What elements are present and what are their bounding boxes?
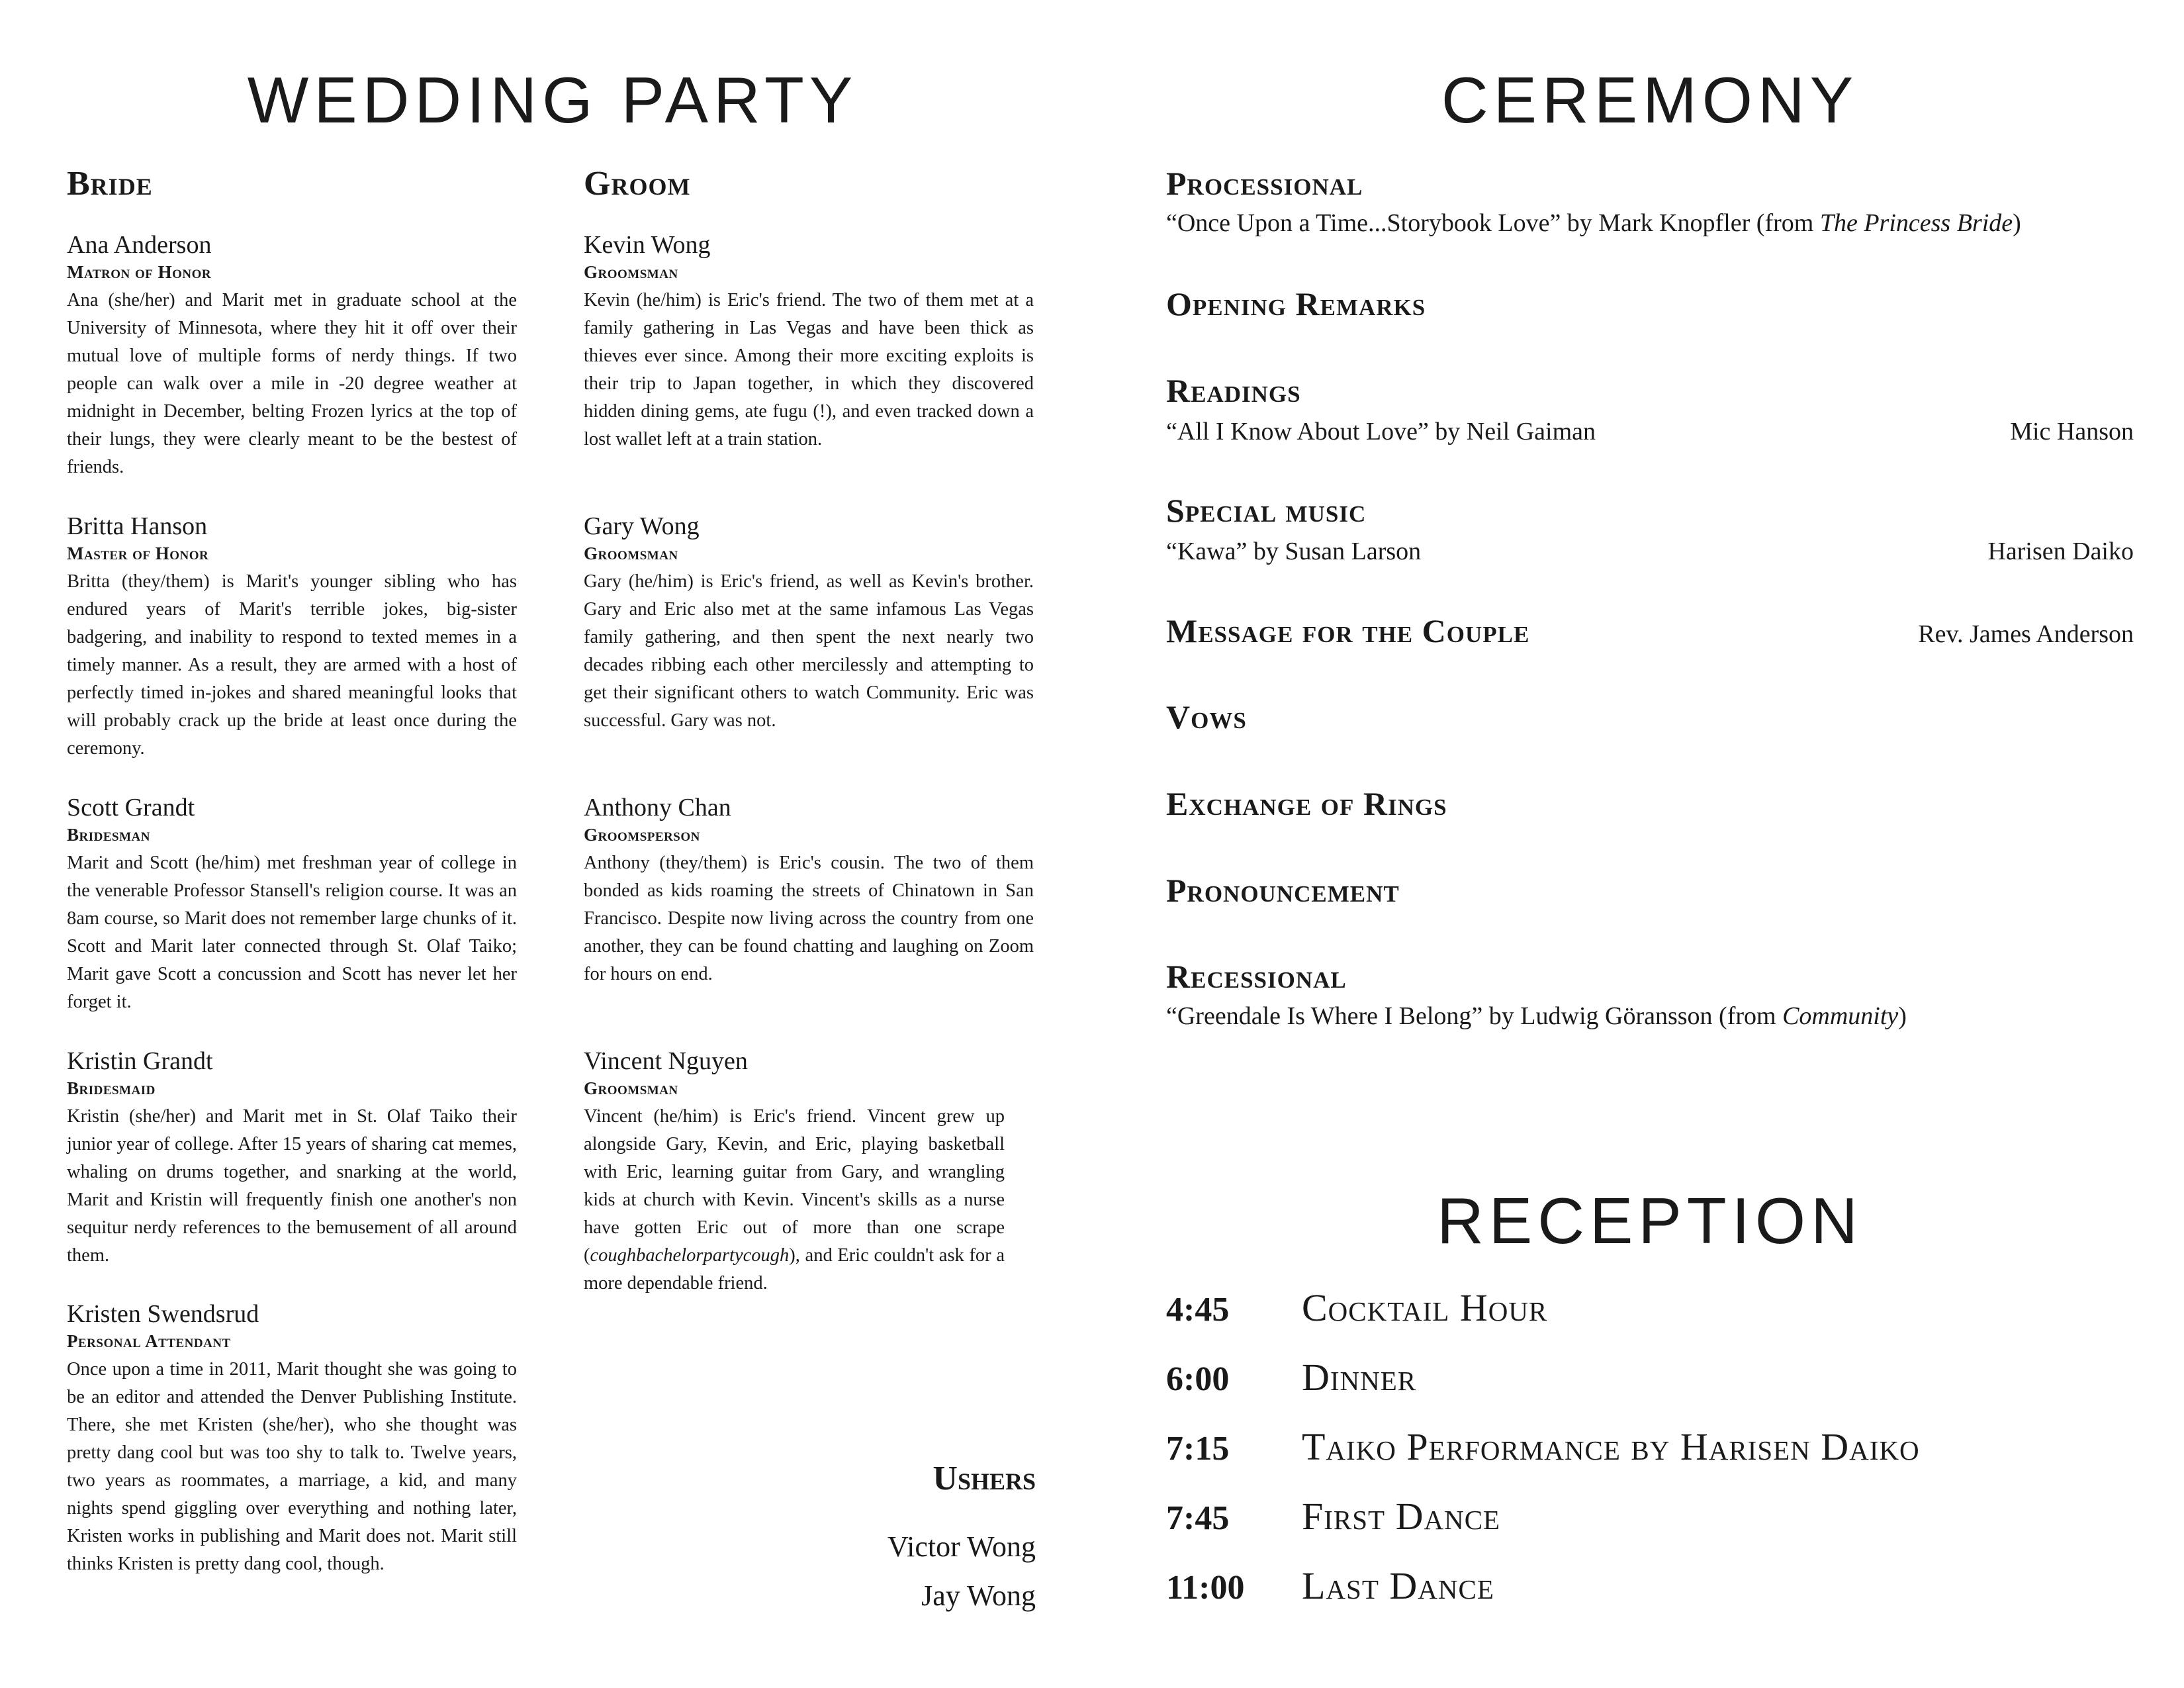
reception-item xyxy=(1166,1355,1416,1408)
reception-event: Taiko Performance by Harisen Daiko xyxy=(1302,1425,1920,1468)
performer-name: Harisen Daiko xyxy=(1987,538,2134,565)
ceremony-heading: Recessional xyxy=(1166,958,1347,995)
attendant-bio: Ana (she/her) and Marit met in graduate school at the University of Minnesota, where they hit it off over their mutual love of multiple forms of nerdy things. If two people can walk over a mile in -20 degree weather at midnight in December, belting Frozen lyrics at the top of their lungs, they were clearly meant to be the bestest of friends. xyxy=(67,290,517,477)
bride-attendant-kristen xyxy=(67,1299,517,1578)
ceremony-heading: Processional xyxy=(1166,165,1363,202)
groom-attendant-vincent xyxy=(584,1046,1005,1297)
attendant-bio: Once upon a time in 2011, Marit thought she was going to be an editor and attended the Denver Publishing Institute. There, she met Kristen (she/her), who she thought was pretty dang cool but was too shy to talk to. Twelve years, two years as roommates, a marriage, a kid, and many nights spend giggling over everything and nothing later, Kristen works in publishing and Marit does not. Marit still thinks Kristen is pretty dang cool, though. xyxy=(67,1359,517,1574)
attendant-role: Bridesmaid xyxy=(67,1078,156,1098)
ceremony-heading: Opening Remarks xyxy=(1166,285,1426,322)
attendant-bio: Kristin (she/her) and Marit met in St. Olaf Taiko their junior year of college. After 15 years of sharing cat memes, whaling on drums together, and snarking at the world, Marit and Kristin will frequently finish one another's non sequitur nerdy references to the bemusement of all around them. xyxy=(67,1106,517,1266)
attendant-bio: Anthony (they/them) is Eric's cousin. The two of them bonded as kids roaming the streets of Chinatown in San Francisco. Despite now living across the country from one another, they can be found chatting and laughing on Zoom for hours on end. xyxy=(584,853,1034,984)
ceremony-heading: Vows xyxy=(1166,698,1247,735)
ceremony-pronouncement xyxy=(1166,871,2134,910)
reception-item xyxy=(1166,1494,1500,1547)
ushers-block xyxy=(887,1462,1036,1620)
attendant-role: Master of Honor xyxy=(67,543,209,563)
attendant-name: Gary Wong xyxy=(584,512,700,540)
ceremony-recessional xyxy=(1166,957,2134,1034)
attendant-bio: Britta (they/them) is Marit's younger sibling who has endured years of Marit's terrible jokes, big-sister badgering, and inability to respond to texted memes in a timely manner. As a result, they are armed with a host of perfectly timed in-jokes and shared meaningful looks that will probably crack up the bride at least once during the ceremony. xyxy=(67,571,517,759)
reception-time: 7:45 xyxy=(1166,1499,1230,1537)
reception-item xyxy=(1166,1564,1494,1617)
ceremony-exchange-of-rings xyxy=(1166,784,2134,823)
ceremony-message xyxy=(1166,612,2134,650)
groom-attendant-gary xyxy=(584,511,1034,735)
ushers-heading: Ushers xyxy=(933,1460,1036,1497)
ceremony-heading: Pronouncement xyxy=(1166,872,1400,909)
reception-item xyxy=(1166,1286,1547,1338)
attendant-bio: Gary (he/him) is Eric's friend, as well as Kevin's brother. Gary and Eric also met at the same infamous Las Vegas family gathering, and then spent the next nearly two decades ribbing each other mercilessly and attempting to get their significant others to watch Community. Eric was successful. Gary was not. xyxy=(584,571,1034,731)
attendant-bio: Marit and Scott (he/him) met freshman year of college in the venerable Professor Stansell's religion course. It was an 8am course, so Marit does not remember large chunks of it. Scott and Marit later connected through St. Olaf Taiko; Marit gave Scott a concussion and Scott has never let her forget it. xyxy=(67,853,517,1012)
italic-aside: coughbachelorpartycough xyxy=(590,1245,790,1266)
reception-time: 7:15 xyxy=(1166,1430,1230,1468)
attendant-role: Groomsman xyxy=(584,262,678,282)
attendant-role: Personal Attendant xyxy=(67,1331,231,1351)
attendant-name: Kristen Swendsrud xyxy=(67,1300,259,1328)
reception-event: First Dance xyxy=(1302,1495,1501,1538)
attendant-name: Anthony Chan xyxy=(584,794,731,821)
reception-title: RECEPTION xyxy=(1437,1184,1863,1257)
attendant-name: Kevin Wong xyxy=(584,231,711,259)
attendant-role: Groomsperson xyxy=(584,825,700,845)
attendant-name: Ana Anderson xyxy=(67,231,212,259)
ceremony-heading: Readings xyxy=(1166,372,1301,409)
reception-event: Dinner xyxy=(1302,1356,1417,1399)
usher-name: Jay Wong xyxy=(921,1579,1036,1612)
attendant-role: Groomsman xyxy=(584,543,678,563)
ceremony-special-music xyxy=(1166,491,2134,569)
attendant-role: Bridesman xyxy=(67,825,150,845)
bride-heading: Bride xyxy=(67,165,153,203)
ceremony-processional xyxy=(1166,164,2134,241)
ceremony-heading: Special music xyxy=(1166,492,1367,529)
attendant-bio: Vincent (he/him) is Eric's friend. Vincent grew up alongside Gary, Kevin, and Eric, playing basketball with Eric, learning guitar from Gary, and wrangling kids at church with Kevin. Vincent's skills as a nurse have gotten Eric out of more than one scrape (coughbachelorpartycough), and Eric couldn't ask for a more dependable friend. xyxy=(584,1106,1005,1293)
groom-heading: Groom xyxy=(584,165,691,203)
ceremony-title: CEREMONY xyxy=(1441,64,1859,136)
reception-event: Cocktail Hour xyxy=(1302,1286,1548,1329)
attendant-name: Kristin Grandt xyxy=(67,1047,213,1075)
ceremony-piece: “Kawa” by Susan Larson Harisen Daiko xyxy=(1166,534,2134,569)
attendant-role: Matron of Honor xyxy=(67,262,212,282)
reception-item xyxy=(1166,1425,1920,1477)
usher-name: Victor Wong xyxy=(887,1530,1036,1563)
reception-time: 6:00 xyxy=(1166,1360,1230,1398)
groom-attendant-kevin xyxy=(584,230,1034,453)
ceremony-piece: “All I Know About Love” by Neil Gaiman Mic Hanson xyxy=(1166,414,2134,449)
reception-time: 4:45 xyxy=(1166,1291,1230,1329)
ceremony-piece: “Once Upon a Time...Storybook Love” by Mark Knopfler (from The Princess Bride) xyxy=(1166,209,2021,237)
attendant-role: Groomsman xyxy=(584,1078,678,1098)
bride-attendant-kristin xyxy=(67,1046,517,1270)
bride-attendant-scott xyxy=(67,792,517,1016)
wedding-party-title: WEDDING PARTY xyxy=(247,64,858,136)
reader-name: Mic Hanson xyxy=(2010,418,2134,445)
reception-event: Last Dance xyxy=(1302,1564,1494,1607)
ceremony-readings xyxy=(1166,371,2134,449)
ceremony-heading: Message for the Couple xyxy=(1166,612,1530,649)
bride-attendant-ana xyxy=(67,230,517,481)
ceremony-vows xyxy=(1166,698,2134,736)
ceremony-piece: “Greendale Is Where I Belong” by Ludwig Göransson (from Community) xyxy=(1166,1002,1907,1030)
bride-attendant-britta xyxy=(67,511,517,763)
attendant-bio: Kevin (he/him) is Eric's friend. The two of them met at a family gathering in Las Vegas and have been thick as thieves ever since. Among their more exciting exploits is their trip to Japan together, in which they discovered hidden dining gems, ate fugu (!), and even tracked down a lost wallet left at a train station. xyxy=(584,290,1034,449)
attendant-name: Scott Grandt xyxy=(67,794,195,821)
reception-time: 11:00 xyxy=(1166,1569,1245,1607)
groom-attendant-anthony xyxy=(584,792,1034,988)
ceremony-heading: Exchange of Rings xyxy=(1166,785,1447,822)
speaker-name: Rev. James Anderson xyxy=(1918,620,2134,648)
ceremony-opening-remarks xyxy=(1166,285,2134,323)
attendant-name: Britta Hanson xyxy=(67,512,208,540)
attendant-name: Vincent Nguyen xyxy=(584,1047,748,1075)
